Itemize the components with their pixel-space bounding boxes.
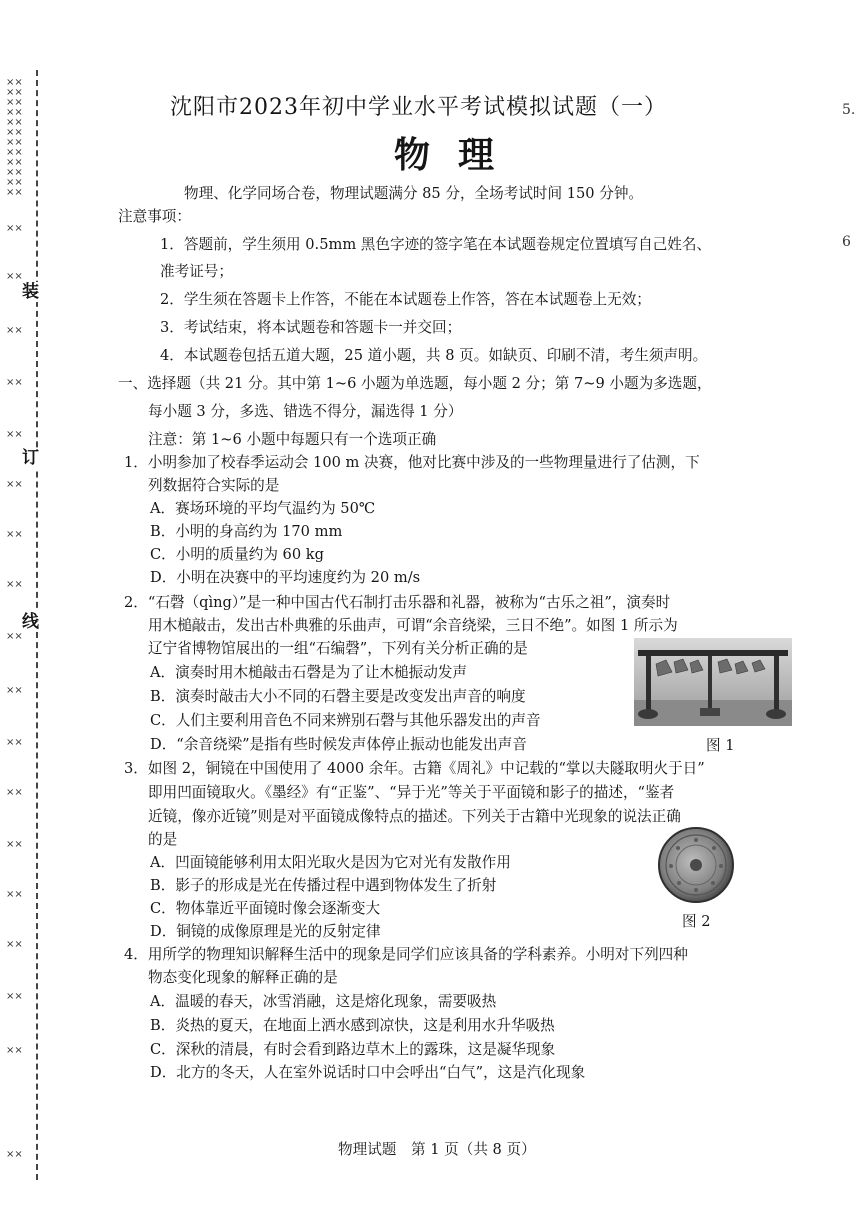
binding-cut-mark: ××: [6, 77, 23, 88]
section-heading-cont: 每小题 3 分，多选、错选不得分，漏选得 1 分）: [148, 403, 463, 420]
question-3-stem: 3．如图 2，铜镜在中国使用了 4000 余年。古籍《周礼》中记载的“掌以夫隧取明火于日”: [124, 760, 705, 777]
binding-cut-mark: ××: [6, 187, 23, 198]
question-1-stem: 1．小明参加了校春季运动会 100 m 决赛，他对比赛中涉及的一些物理量进行了估测，下: [124, 454, 700, 471]
binding-cut-mark: ××: [6, 117, 23, 128]
figure-1-stone-chime-image: [634, 638, 792, 726]
page-footer: 物理试题 第 1 页（共 8 页）: [338, 1141, 536, 1158]
binding-cut-mark: ××: [6, 137, 23, 148]
binding-cut-mark: ××: [6, 325, 23, 336]
exam-intro: 物理、化学同场合卷，物理试题满分 85 分，全场考试时间 150 分钟。: [184, 185, 644, 202]
binding-cut-mark: ××: [6, 271, 23, 282]
binding-cut-mark: ××: [6, 127, 23, 138]
question-1-option-c: C．小明的质量约为 60 kg: [150, 546, 324, 563]
question-1-option-a: A．赛场环境的平均气温约为 50℃: [150, 500, 376, 517]
binding-cut-mark: ××: [6, 529, 23, 540]
binding-cut-mark: ××: [6, 991, 23, 1002]
note-item: 1．答题前，学生须用 0.5mm 黑色字迹的签字笔在本试题卷规定位置填写自己姓名、: [160, 236, 712, 253]
binding-cut-mark: ××: [6, 429, 23, 440]
right-margin-number: 6: [842, 234, 851, 250]
question-4-option-a: A．温暖的春天，冰雪消融，这是熔化现象，需要吸热: [150, 993, 497, 1010]
note-item: 4．本试题卷包括五道大题，25 道小题，共 8 页。如缺页、印刷不清，考生须声明。: [160, 347, 708, 364]
question-4-option-b: B．炎热的夏天，在地面上洒水感到凉快，这是利用水升华吸热: [150, 1017, 555, 1034]
question-1-option-d: D．小明在决赛中的平均速度约为 20 m/s: [150, 569, 421, 586]
binding-cut-mark: ××: [6, 787, 23, 798]
binding-cut-mark: ××: [6, 107, 23, 118]
binding-char-zhuang: 装: [22, 282, 39, 302]
question-4-option-c: C．深秋的清晨，有时会看到路边草木上的露珠，这是凝华现象: [150, 1041, 556, 1058]
page-title: 沈阳市2023年初中学业水平考试模拟试题（一）: [170, 95, 667, 120]
question-2-stem: 2．“石磬（qìng）”是一种中国古代石制打击乐器和礼器，被称为“古乐之祖”，演奏时: [124, 594, 671, 611]
figure-2-caption: 图 2: [682, 913, 711, 930]
question-1-option-b: B．小明的身高约为 170 mm: [150, 523, 343, 540]
binding-cut-mark: ××: [6, 889, 23, 900]
question-4-option-d: D．北方的冬天，人在室外说话时口中会呼出“白气”，这是汽化现象: [150, 1064, 586, 1081]
question-3-stem: 近镜，像亦近镜”则是对平面镜成像特点的描述。下列关于古籍中光现象的说法正确: [148, 808, 681, 825]
right-margin-number: 5.: [842, 102, 856, 118]
binding-cut-mark: ××: [6, 579, 23, 590]
note-item: 2．学生须在答题卡上作答，不能在本试题卷上作答，答在本试题卷上无效；: [160, 291, 651, 308]
binding-cut-mark: ××: [6, 167, 23, 178]
note-item: 3．考试结束，将本试题卷和答题卡一并交回；: [160, 319, 462, 336]
binding-cut-mark: ××: [6, 177, 23, 188]
binding-cut-mark: ××: [6, 939, 23, 950]
binding-cut-mark: ××: [6, 87, 23, 98]
subject-title: 物理: [394, 135, 523, 176]
question-2-option-c: C．人们主要利用音色不同来辨别石磬与其他乐器发出的声音: [150, 712, 541, 729]
binding-cut-mark: ××: [6, 377, 23, 388]
binding-cut-mark: ××: [6, 479, 23, 490]
binding-cut-mark: ××: [6, 1149, 23, 1160]
question-2-option-a: A．演奏时用木槌敲击石磬是为了让木槌振动发声: [150, 664, 468, 681]
question-2-stem: 用木槌敲击，发出古朴典雅的乐曲声，可谓“余音绕梁，三日不绝”。如图 1 所示为: [148, 617, 678, 634]
figure-1-caption: 图 1: [706, 737, 735, 754]
binding-char-xian: 线: [22, 612, 39, 632]
question-3-option-d: D．铜镜的成像原理是光的反射定律: [150, 923, 381, 940]
question-3-option-a: A．凹面镜能够利用太阳光取火是因为它对光有发散作用: [150, 854, 511, 871]
figure-2-bronze-mirror-image: [656, 826, 736, 904]
binding-cut-mark: ××: [6, 737, 23, 748]
binding-cut-mark: ××: [6, 147, 23, 158]
note-item: 准考证号；: [160, 263, 233, 280]
binding-cut-mark: ××: [6, 839, 23, 850]
binding-cut-mark: ××: [6, 631, 23, 642]
question-1-stem: 列数据符合实际的是: [148, 477, 280, 494]
binding-cut-mark: ××: [6, 1045, 23, 1056]
binding-cut-mark: ××: [6, 97, 23, 108]
question-3-option-c: C．物体靠近平面镜时像会逐渐变大: [150, 900, 381, 917]
notes-heading: 注意事项：: [118, 208, 191, 225]
question-4-stem: 4．用所学的物理知识解释生活中的现象是同学们应该具备的学科素养。小明对下列四种: [124, 946, 688, 963]
binding-char-ding: 订: [22, 448, 39, 468]
question-3-option-b: B．影子的形成是光在传播过程中遇到物体发生了折射: [150, 877, 497, 894]
question-2-option-b: B．演奏时敲击大小不同的石磬主要是改变发出声音的响度: [150, 688, 526, 705]
binding-cut-mark: ××: [6, 685, 23, 696]
binding-cut-mark: ××: [6, 157, 23, 168]
section-note: 注意：第 1~6 小题中每题只有一个选项正确: [148, 431, 437, 448]
question-3-stem: 即用凹面镜取火。《墨经》有“正鉴”、“异于光”等关于平面镜和影子的描述，“鉴者: [148, 784, 675, 801]
section-heading: 一、选择题（共 21 分。其中第 1~6 小题为单选题，每小题 2 分；第 7~9 小题为多选题，: [118, 375, 712, 392]
question-2-stem: 辽宁省博物馆展出的一组“石编磬”，下列有关分析正确的是: [148, 640, 528, 657]
question-2-option-d: D．“余音绕梁”是指有些时候发声体停止振动也能发出声音: [150, 736, 527, 753]
binding-cut-mark: ××: [6, 223, 23, 234]
question-4-stem: 物态变化现象的解释正确的是: [148, 969, 338, 986]
question-3-stem: 的是: [148, 831, 178, 848]
